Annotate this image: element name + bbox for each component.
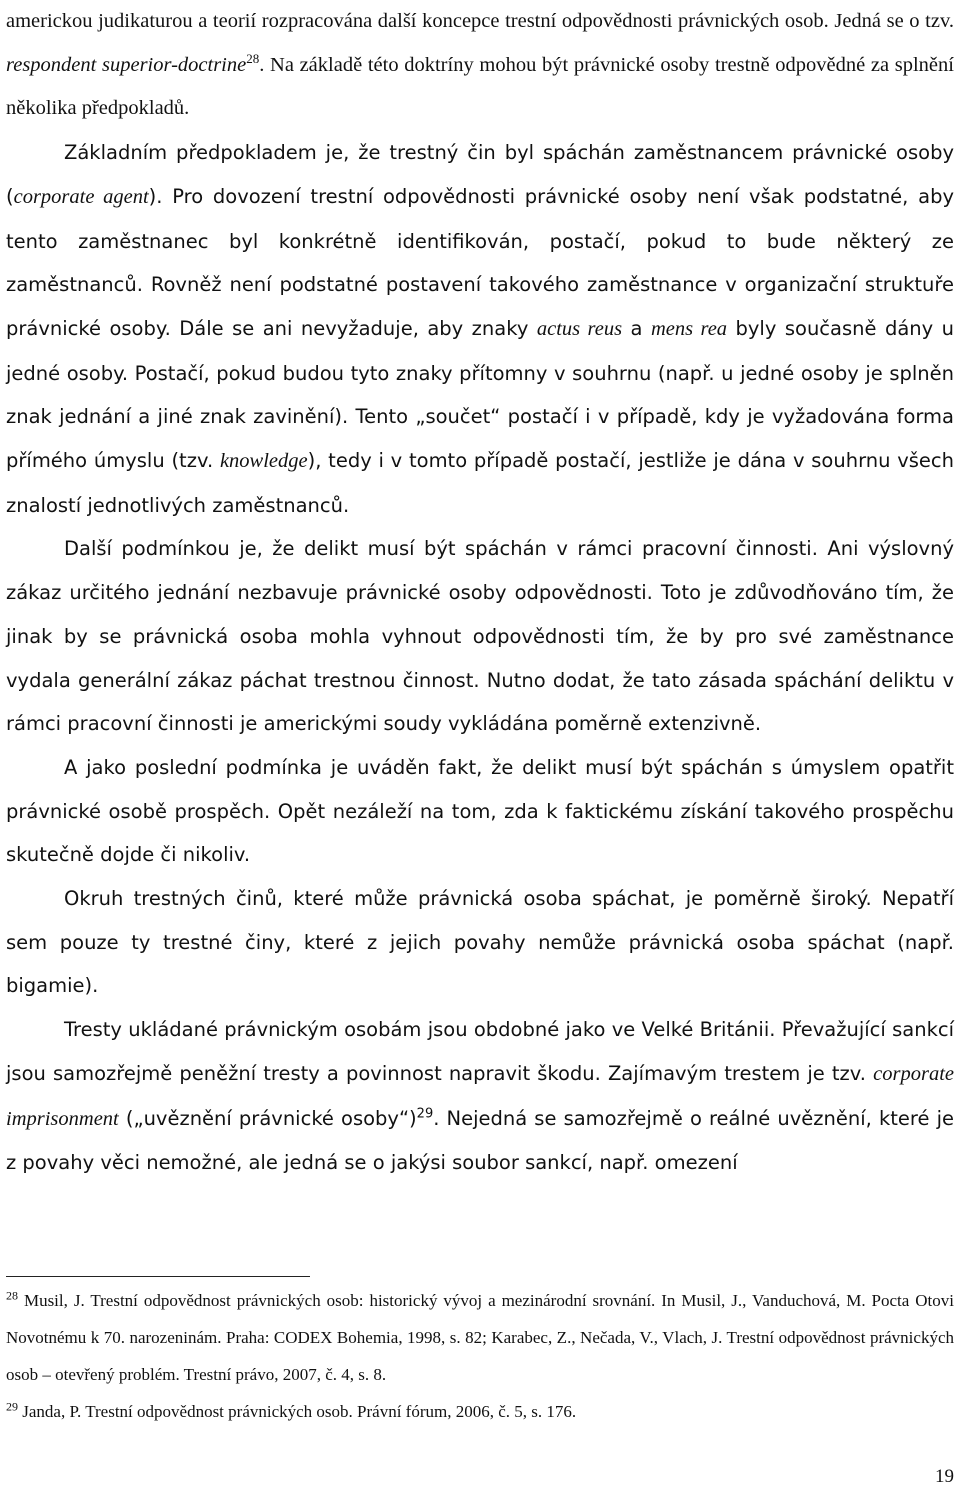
paragraph-6 <box>6 1008 954 1185</box>
paragraph-2 <box>6 131 954 527</box>
footnotes <box>6 1282 954 1430</box>
footnote-ref-28[interactable]: 28 <box>246 50 260 66</box>
footnote-separator <box>6 1276 310 1277</box>
paragraph-2-text-b: ). Pro dovození trestní odpovědnosti právnické osoby není však podstatné, aby tento zaměstnanec byl konkrétně identifikován, postačí, pokud to bude některý ze zaměstnanců. Rovněž není podstatné postavení takového zaměstnance v organizační struktuře právnické osoby. Dále se ani nevyžaduje, aby znaky <box>6 184 954 340</box>
paragraph-1-italic-term: respondent superior-doctrine <box>6 53 247 76</box>
paragraph-1-text-b: . Na základě této doktríny mohou být právnické osoby trestně odpovědné za splnění několika předpokladů. <box>6 53 954 120</box>
footnote-number: 29 <box>6 1399 18 1414</box>
paragraph-5: Okruh trestných činů, které může právnická osoba spáchat, je poměrně široký. Nepatří sem pouze ty trestné činy, které z jejich povahy nemůže právnická osoba spáchat (např. bigamie). <box>6 887 954 998</box>
paragraph-1 <box>6 0 954 131</box>
paragraph-6-text-c: . Nejedná se samozřejmě o reálné uvěznění, které je z povahy věci nemožné, ale jedná se o jakýsi soubor sankcí, např. omezení <box>6 1106 954 1175</box>
paragraph-3: Další podmínkou je, že delikt musí být spáchán v rámci pracovní činnosti. Ani výslovný zákaz určitého jednání nezbavuje právnické osoby odpovědnosti. Toto je zdůvodňováno tím, že jinak by se právnická osoba mohla vyhnout odpovědnosti tím, že by pro své zaměstnance vydala generální zákaz páchat trestnou činnost. Nutno dodat, že tato zásada spáchání deliktu v rámci pracovní činnosti je americkými soudy vykládána poměrně extenzivně. <box>6 537 954 736</box>
paragraph-2-italic-actus-reus: actus reus <box>536 317 623 340</box>
paragraph-1-text-a: americkou judikaturou a teorií rozpracována další koncepce trestní odpovědnosti právnických osob. Jedná se o tzv. <box>6 10 954 32</box>
footnote-text: Janda, P. Trestní odpovědnost právnických osob. Právní fórum, 2006, č. 5, s. 176. <box>18 1402 577 1421</box>
paragraph-2-italic-corporate-agent: corporate agent <box>13 185 149 208</box>
footnote-number: 28 <box>6 1288 18 1303</box>
paragraph-4: A jako poslední podmínka je uváděn fakt, že delikt musí být spáchán s úmyslem opatřit právnické osobě prospěch. Opět nezáleží na tom, zda k faktickému získání takového prospěchu skutečně dojde či nikoliv. <box>6 755 954 867</box>
paragraph-2-text-d: byly současně dány u jedné osoby. Postačí, pokud budou tyto znaky přítomny v souhrnu (např. u jedné osoby je splněn znak jednání a jiné znak zavinění). Tento „součet“ postačí i v případě, kdy je vyžadována forma přímého úmyslu (tzv. <box>6 316 954 473</box>
paragraph-2-text-c: a <box>622 316 651 340</box>
footnote-ref-29[interactable]: 29 <box>416 1106 434 1122</box>
paragraph-6-italic-corporate-imprisonment: corporate imprisonment <box>6 1062 954 1130</box>
page-number: 19 <box>935 1466 954 1487</box>
footnote-text: Musil, J. Trestní odpovědnost právnických osob: historický vývoj a mezinárodní srovnání. In Musil, J., Vanduchová, M. Pocta Otovi Novotnému k 70. narozeninám. Praha: CODEX Bohemia, 1998, s. 82; Karabec, Z., Nečada, V., Vlach, J. Trestní odpovědnost právnických osob – otevřený problém. Trestní právo, 2007, č. 4, s. 8. <box>6 1291 954 1384</box>
document-body <box>6 0 954 1185</box>
paragraph-6-text-b: („uvěznění právnické osoby“) <box>118 1106 417 1130</box>
paragraph-2-text-a: Základním předpokladem je, že trestný čin byl spáchán zaměstnancem právnické osoby ( <box>6 141 954 208</box>
paragraph-6-text-a: Tresty ukládané právnickým osobám jsou obdobné jako ve Velké Británii. Převažující sankcí jsou samozřejmě peněžní tresty a povinnost napravit škodu. Zajímavým trestem je tzv. <box>6 1018 954 1085</box>
paragraph-2-text-e: ), tedy i v tomto případě postačí, jestliže je dána v souhrnu všech znalostí jednotlivých zaměstnanců. <box>6 449 955 517</box>
footnote-28 <box>6 1282 954 1393</box>
paragraph-2-italic-mens-rea: mens rea <box>650 317 728 340</box>
footnote-29 <box>6 1393 954 1430</box>
paragraph-2-italic-knowledge: knowledge <box>219 450 308 473</box>
